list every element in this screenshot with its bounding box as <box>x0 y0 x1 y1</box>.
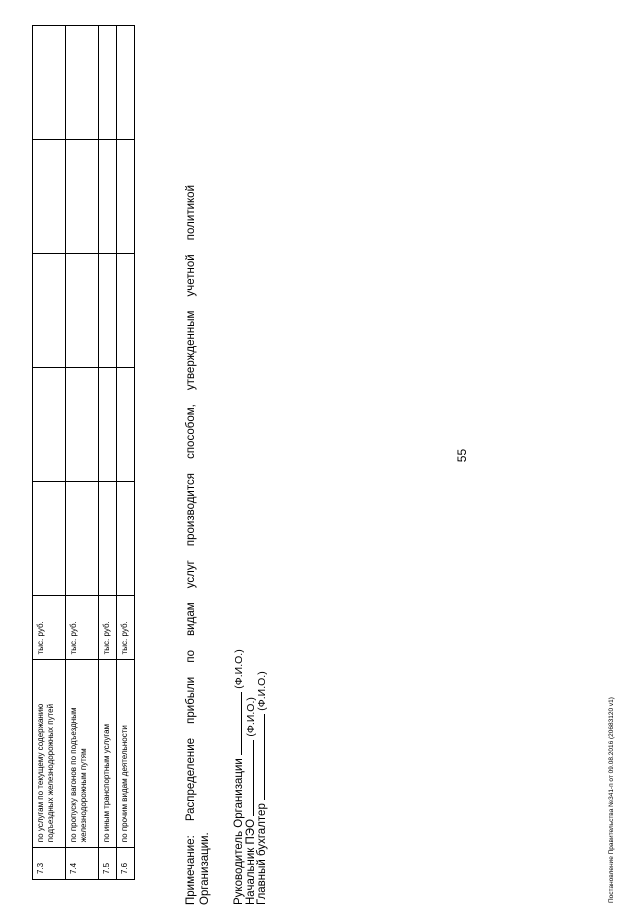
note-word: Распределение <box>185 737 197 822</box>
row-name: по иным транспортным услугам <box>99 660 117 848</box>
row-unit: тыс. руб. <box>117 595 135 660</box>
row-unit: тыс. руб. <box>66 595 99 660</box>
row-unit: тыс. руб. <box>99 595 117 660</box>
empty-cell <box>66 26 99 140</box>
signature-fio: (Ф.И.О.) <box>233 649 245 689</box>
signature-label: Главный бухгалтер <box>256 803 268 905</box>
empty-cell <box>33 140 66 254</box>
empty-cell <box>117 367 135 481</box>
signature-line <box>232 692 242 755</box>
signature-fio: (Ф.И.О.) <box>244 697 257 737</box>
row-name: по прочим видам деятельности <box>117 660 135 848</box>
signature-line <box>244 740 254 816</box>
empty-cell <box>66 140 99 254</box>
empty-cell <box>117 253 135 367</box>
empty-cell <box>99 253 117 367</box>
signature-fio: (Ф.И.О.) <box>256 671 268 711</box>
note-word: по <box>185 650 197 663</box>
note-line: Организации. <box>199 832 211 905</box>
empty-cell <box>99 140 117 254</box>
empty-cell <box>33 26 66 140</box>
page-number: 55 <box>455 448 469 463</box>
row-number: 7.6 <box>117 848 135 880</box>
empty-cell <box>99 481 117 595</box>
empty-cell <box>99 367 117 481</box>
empty-cell <box>33 481 66 595</box>
empty-cell <box>99 26 117 140</box>
row-number: 7.5 <box>99 848 117 880</box>
empty-cell <box>117 140 135 254</box>
signature-row <box>244 649 256 905</box>
signature-line <box>255 714 265 800</box>
note-word: Примечание: <box>185 835 197 905</box>
note-word: видам <box>185 602 197 636</box>
row-name: по услугам по текущему содержанию подъездных железнодорожных путей <box>33 660 66 848</box>
empty-cell <box>66 481 99 595</box>
note-word: услуг <box>185 560 197 589</box>
note-word: утвержденным <box>185 310 197 391</box>
data-table <box>32 25 135 880</box>
note-paragraph <box>184 185 212 905</box>
row-name: по пропуску вагонов по подъездным железнодорожным путям <box>66 660 99 848</box>
empty-cell <box>66 367 99 481</box>
note-word: способом, <box>185 404 197 459</box>
note-word: производится <box>185 473 197 547</box>
signature-label: Руководитель Организации <box>233 758 245 905</box>
empty-cell <box>33 367 66 481</box>
note-line <box>184 185 198 905</box>
row-unit: тыс. руб. <box>33 595 66 660</box>
signature-row <box>255 649 267 905</box>
empty-cell <box>117 481 135 595</box>
row-number: 7.3 <box>33 848 66 880</box>
note-word: политикой <box>185 185 197 241</box>
empty-cell <box>66 253 99 367</box>
signature-block <box>232 649 267 905</box>
row-number: 7.4 <box>66 848 99 880</box>
note-word: прибыли <box>185 676 197 724</box>
table-row <box>99 26 117 880</box>
document-footer: Постановление Правительства №341-п от 09.08.2016 (20683120 v1) <box>608 697 615 903</box>
signature-label: Начальник ПЭО <box>244 818 257 905</box>
table-row <box>117 26 135 880</box>
signature-row <box>232 649 244 905</box>
table-row <box>66 26 99 880</box>
note-word: учетной <box>185 254 197 297</box>
table-row <box>33 26 66 880</box>
empty-cell <box>117 26 135 140</box>
empty-cell <box>33 253 66 367</box>
